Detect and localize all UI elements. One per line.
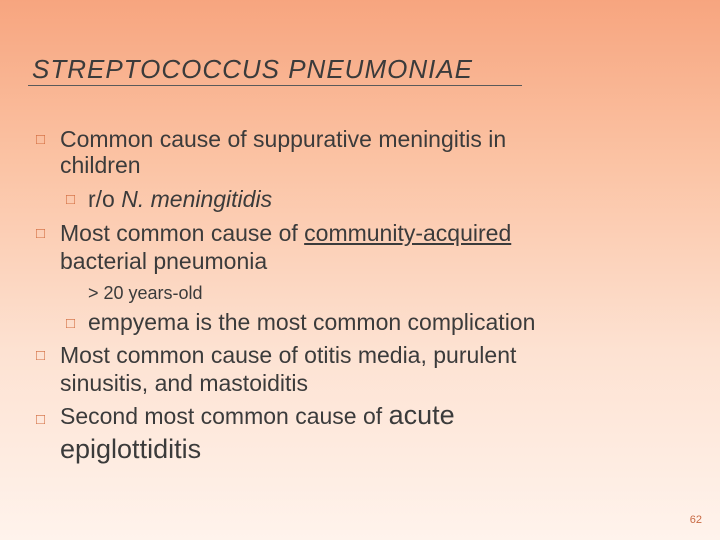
bullet-3-line-1: Most common cause of otitis media, purulent [60, 342, 517, 368]
bullet-1-sub-organism: N. meningitidis [121, 186, 273, 212]
bullet-1-line-1: Common cause of suppurative meningitis in [60, 126, 507, 152]
slide-title: STREPTOCOCCUS PNEUMONIAE [32, 54, 474, 84]
bullet-4-line-1 [60, 402, 455, 429]
bullet-2-underlined: community-acquired [304, 220, 512, 246]
bullet-icon: □ [36, 225, 46, 242]
bullet-3-line-2: sinusitis, and mastoiditis [60, 370, 308, 396]
bullet-4-large: acute [388, 400, 455, 430]
sub-bullet-icon: □ [66, 191, 76, 208]
bullet-2-sub-2: empyema is the most common complication [88, 309, 536, 335]
bullet-4-prefix: Second most common cause of [60, 403, 389, 429]
bullet-2-line-1 [60, 220, 511, 246]
bullet-1-sub [88, 186, 272, 212]
bullet-4-line-2: epiglottiditis [60, 434, 202, 464]
bullet-icon: □ [36, 131, 46, 148]
bullet-icon: □ [36, 411, 46, 428]
bullet-1-line-2: children [60, 152, 141, 178]
page-number: 62 [689, 514, 702, 526]
bullet-2-line-2: bacterial pneumonia [60, 248, 268, 274]
title-underline [28, 85, 522, 86]
bullet-2-prefix: Most common cause of [60, 220, 305, 246]
bullet-icon: □ [36, 347, 46, 364]
bullet-1-sub-prefix: r/o [88, 186, 122, 212]
bullet-2-sub-1: > 20 years-old [88, 283, 203, 303]
sub-bullet-icon: □ [66, 315, 76, 332]
